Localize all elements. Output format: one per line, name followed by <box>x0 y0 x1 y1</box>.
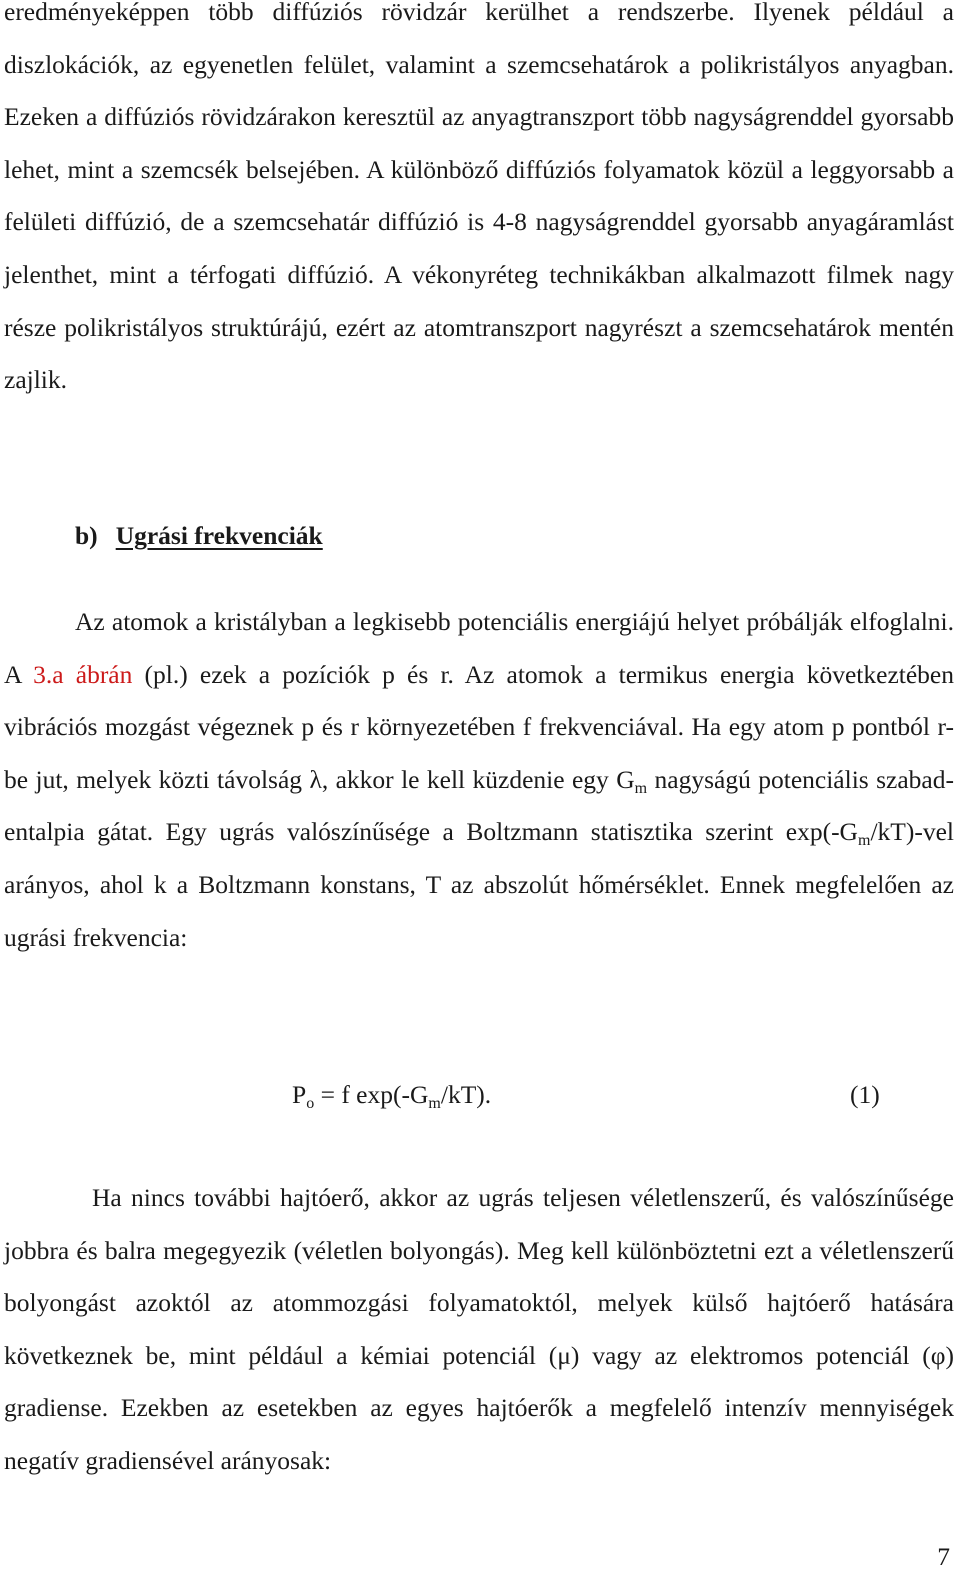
page-number: 7 <box>937 1542 950 1571</box>
paragraph-text: Ha nincs további hajtóerő, akkor az ugrás teljesen véletlenszerű, és valószínűsége jobbra és balra megegyezik (véletlen bolyongás). Meg kell különböztetni ezt a véletlenszerű bolyongást azoktól az atommozgási folyamatoktól, melyek külső hajtóerő hatására következnek be, mint például a kémiai potenciál (μ) vagy az elektromos potenciál (φ) gradiense. Ezekben az esetekben az egyes hajtóerők a megfelelő intenzív mennyiségek negatív gradiensével arányosak: <box>4 1183 954 1475</box>
text-run: (pl.) ezek a pozíciók p és r. Az atomok a termikus energia következtében vibrációs mozgást végeznek p és r környezetében f frekvenciával. Ha egy atom p pontból r-be jut, melyek közti távolság λ, akkor le kell küzdenie egy G <box>4 659 954 794</box>
text-run: Az atomok a kristályban a legkisebb potenciális energiájú helyet próbálják elfoglalni. A <box>4 607 954 689</box>
figure-reference-link[interactable]: 3.a ábrán <box>33 659 133 689</box>
equation-expression <box>292 1070 491 1120</box>
subscript: m <box>857 832 871 850</box>
indent <box>4 1183 92 1212</box>
text-run: /kT)-vel arányos, ahol k a Boltzmann konstans, T az abszolút hőmérséklet. Ennek megfelelően az ugrási frekvencia: <box>4 817 954 952</box>
indent <box>4 607 75 636</box>
section-heading <box>75 512 323 560</box>
paragraph-text: eredményeképpen több diffúziós rövidzár kerülhet a rendszerbe. Ilyenek például a diszlokációk, az egyenetlen felület, valamint a szemcsehatárok a polikristályos anyagban. Ezeken a diffúziós rövidzárakon keresztül az anyagtranszport több nagyságrenddel gyorsabb lehet, mint a szemcsék belsejében. A különböző diffúziós folyamatok közül a leggyorsabb a felületi diffúzió, de a szemcsehatár diffúzió is 4-8 nagyságrenddel gyorsabb anyagáramlást jelenthet, mint a térfogati diffúzió. A vékonyréteg technikákban alkalmazott filmek nagy része polikristályos struktúrájú, ezért az atomtranszport nagyrészt a szemcsehatárok mentén zajlik. <box>4 0 954 395</box>
section-letter: b) <box>75 521 98 550</box>
text-run: P <box>292 1080 307 1109</box>
equation-jump-frequency <box>4 1070 954 1120</box>
text-run: /kT). <box>440 1080 492 1109</box>
paragraph-diffusion-shortcuts <box>4 0 954 407</box>
paragraph-jump-frequencies <box>4 596 954 964</box>
equation-number: (1) <box>850 1080 880 1109</box>
subscript: m <box>634 779 648 797</box>
section-title: Ugrási frekvenciák <box>115 521 323 550</box>
subscript: o <box>306 1095 315 1112</box>
paragraph-driving-forces <box>4 1172 954 1488</box>
subscript: m <box>428 1095 441 1112</box>
text-run: = f exp(-G <box>314 1080 429 1109</box>
text-run: nagyságú potenciális szabad-entalpia gátat. Egy ugrás valószínűsége a Boltzmann statisztika szerint exp(-G <box>4 764 954 847</box>
